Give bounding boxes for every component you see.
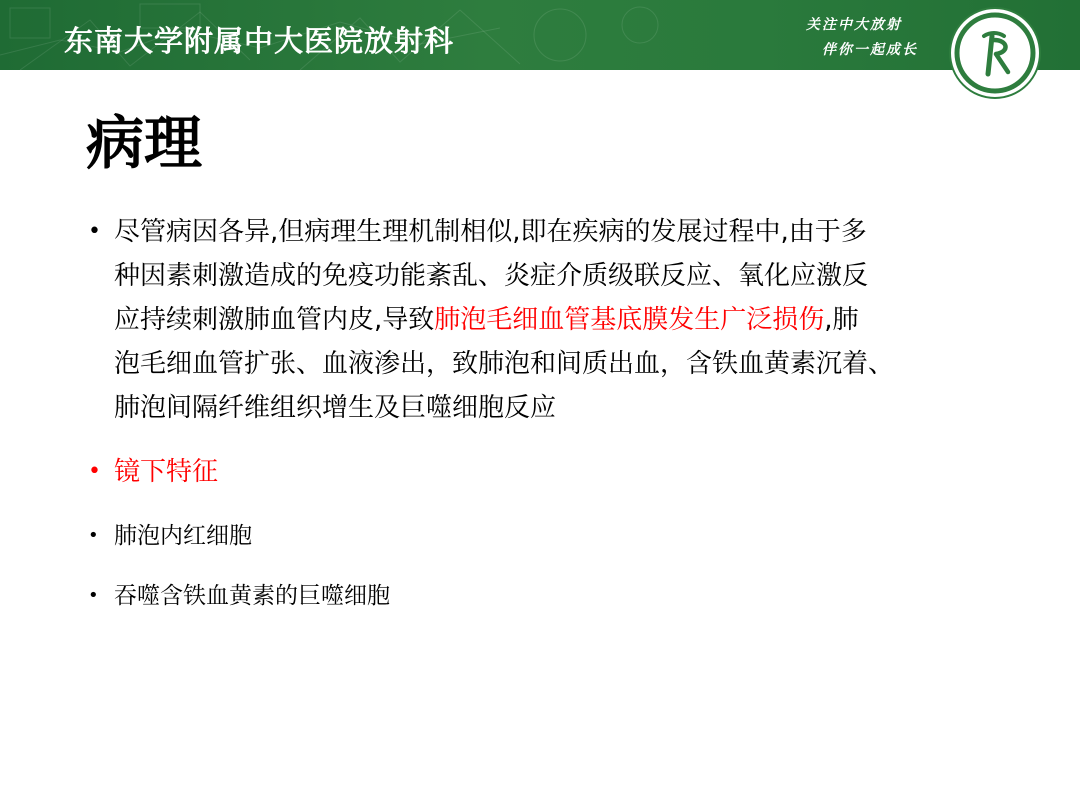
paragraph-line <box>114 386 994 430</box>
paragraph-line <box>114 298 994 342</box>
bullet-dot: • <box>88 459 101 484</box>
bullet-text: 吞噬含铁血黄素的巨噬细胞 <box>114 583 390 609</box>
text-segment: 泡毛细血管扩张、血液渗出，致肺泡和间质出血，含铁血黄素沉着、 <box>114 349 895 379</box>
paragraph-line <box>114 254 994 298</box>
paragraph-line <box>114 342 994 386</box>
slogan-line-2: 伴你一起成长 <box>822 42 918 58</box>
text-segment: 肺泡间隔纤维组织增生及巨噬细胞反应 <box>114 393 557 423</box>
slide-header <box>0 0 1080 70</box>
radiology-logo-icon <box>948 6 1042 100</box>
slogan-line-1: 关注中大放射 <box>806 17 902 33</box>
text-segment: 尽管病因各异,但病理生理机制相似,即在疾病的发展过程中,由于多 <box>114 217 867 247</box>
slide-title: 病理 <box>86 109 203 177</box>
text-segment: 应持续刺激肺血管内皮,导致 <box>114 305 435 335</box>
bullet-dot: • <box>88 219 101 244</box>
bullet-text <box>114 210 994 430</box>
hospital-name: 东南大学附属中大医院放射科 <box>64 24 455 58</box>
highlighted-text: 肺泡毛细血管基底膜发生广泛损伤 <box>434 305 825 335</box>
text-segment: ,肺 <box>824 305 859 335</box>
text-segment: 种因素刺激造成的免疫功能紊乱、炎症介质级联反应、氧化应激反 <box>114 261 869 291</box>
paragraph-line <box>114 210 994 254</box>
bullet-text: 镜下特征 <box>114 457 219 487</box>
bullet-dot: • <box>88 585 99 606</box>
bullet-dot: • <box>88 525 99 546</box>
bullet-text: 肺泡内红细胞 <box>114 523 252 549</box>
